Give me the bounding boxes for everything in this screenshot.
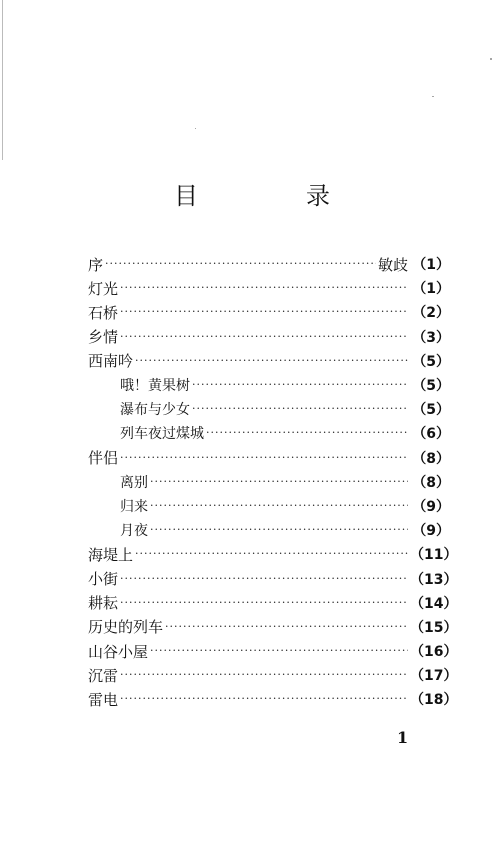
toc-entry-title: 历史的列车 bbox=[88, 618, 164, 637]
scan-speck bbox=[432, 96, 434, 97]
toc-entry-title: 石桥 bbox=[88, 303, 119, 322]
dot-leader bbox=[120, 691, 408, 707]
toc-entry-page: （1） bbox=[412, 281, 450, 298]
dot-leader bbox=[120, 280, 408, 296]
toc-entry-title: 月夜 bbox=[120, 523, 148, 540]
toc-entry bbox=[88, 494, 450, 518]
toc-entry-page: （8） bbox=[412, 474, 450, 491]
table-of-contents bbox=[88, 252, 458, 712]
dot-leader bbox=[150, 474, 408, 490]
toc-entry-page: （5） bbox=[412, 402, 450, 419]
toc-entry-title: 西南吟 bbox=[88, 352, 134, 371]
toc-entry-title: 雷电 bbox=[88, 690, 119, 709]
toc-entry bbox=[88, 349, 450, 373]
toc-entry-page: （3） bbox=[412, 329, 450, 346]
dot-leader bbox=[120, 595, 408, 611]
toc-entry-page: （15） bbox=[410, 619, 458, 636]
toc-entry-title: 耕耘 bbox=[88, 594, 119, 613]
toc-entry bbox=[88, 566, 458, 590]
dot-leader bbox=[120, 329, 408, 345]
toc-entry-page: （8） bbox=[412, 450, 450, 467]
toc-entry bbox=[88, 615, 458, 639]
toc-entry bbox=[88, 542, 458, 566]
dot-leader bbox=[206, 425, 408, 441]
dot-leader bbox=[150, 643, 408, 659]
toc-entry-page: （5） bbox=[412, 378, 450, 395]
toc-entry-title: 列车夜过煤城 bbox=[120, 426, 204, 443]
toc-entry bbox=[88, 639, 458, 663]
dot-leader bbox=[105, 256, 376, 272]
toc-entry-page: （16） bbox=[410, 644, 458, 661]
toc-entry bbox=[88, 252, 450, 276]
toc-entry-page: （14） bbox=[410, 595, 458, 612]
toc-entry bbox=[88, 421, 450, 445]
toc-entry bbox=[88, 300, 450, 324]
dot-leader bbox=[120, 450, 408, 466]
dot-leader bbox=[150, 522, 408, 538]
toc-entry-title: 海堤上 bbox=[88, 545, 134, 564]
toc-entry-title: 归来 bbox=[120, 498, 148, 515]
toc-entry-page: （2） bbox=[412, 305, 450, 322]
toc-entry-title: 灯光 bbox=[88, 279, 119, 298]
page-number: 1 bbox=[397, 728, 409, 747]
toc-entry-page: （9） bbox=[412, 498, 450, 515]
dot-leader bbox=[150, 498, 408, 514]
toc-entry-page: （18） bbox=[410, 692, 458, 709]
dot-leader bbox=[120, 304, 408, 320]
toc-entry-title: 哦！黄果树 bbox=[120, 378, 190, 395]
toc-entry-title: 沉雷 bbox=[88, 666, 119, 685]
dot-leader bbox=[192, 377, 408, 393]
page-title: 目 录 bbox=[174, 182, 372, 210]
dot-leader bbox=[192, 401, 408, 417]
dot-leader bbox=[135, 353, 408, 369]
toc-entry bbox=[88, 276, 450, 300]
toc-entry-title: 离别 bbox=[120, 474, 148, 491]
toc-entry bbox=[88, 687, 458, 711]
dot-leader bbox=[135, 546, 408, 562]
toc-entry bbox=[88, 446, 450, 470]
dot-leader bbox=[120, 667, 408, 683]
toc-entry bbox=[88, 470, 450, 494]
toc-entry-page: （11） bbox=[410, 547, 458, 564]
toc-entry-page: （6） bbox=[412, 426, 450, 443]
toc-entry-page: （17） bbox=[410, 668, 458, 685]
toc-entry bbox=[88, 373, 450, 397]
toc-entry bbox=[88, 663, 458, 687]
toc-entry bbox=[88, 397, 450, 421]
scan-speck bbox=[195, 128, 196, 129]
toc-entry-title: 山谷小屋 bbox=[88, 642, 149, 661]
toc-entry bbox=[88, 518, 450, 542]
toc-entry bbox=[88, 325, 450, 349]
toc-entry-page: （1） bbox=[412, 257, 450, 274]
page-edge-shadow bbox=[2, 0, 3, 160]
toc-entry-title: 瀑布与少女 bbox=[120, 402, 190, 419]
dot-leader bbox=[165, 619, 408, 635]
dot-leader bbox=[120, 571, 408, 587]
scan-speck bbox=[490, 58, 492, 60]
toc-entry-author: 敏歧 bbox=[377, 255, 408, 274]
toc-entry-title: 伴侣 bbox=[88, 449, 119, 468]
toc-entry-page: （13） bbox=[410, 571, 458, 588]
toc-entry-page: （5） bbox=[412, 353, 450, 370]
toc-entry-title: 乡情 bbox=[88, 328, 119, 347]
toc-entry-page: （9） bbox=[412, 523, 450, 540]
toc-entry-title: 小街 bbox=[88, 570, 119, 589]
toc-entry-title: 序 bbox=[88, 255, 104, 274]
toc-entry bbox=[88, 591, 458, 615]
